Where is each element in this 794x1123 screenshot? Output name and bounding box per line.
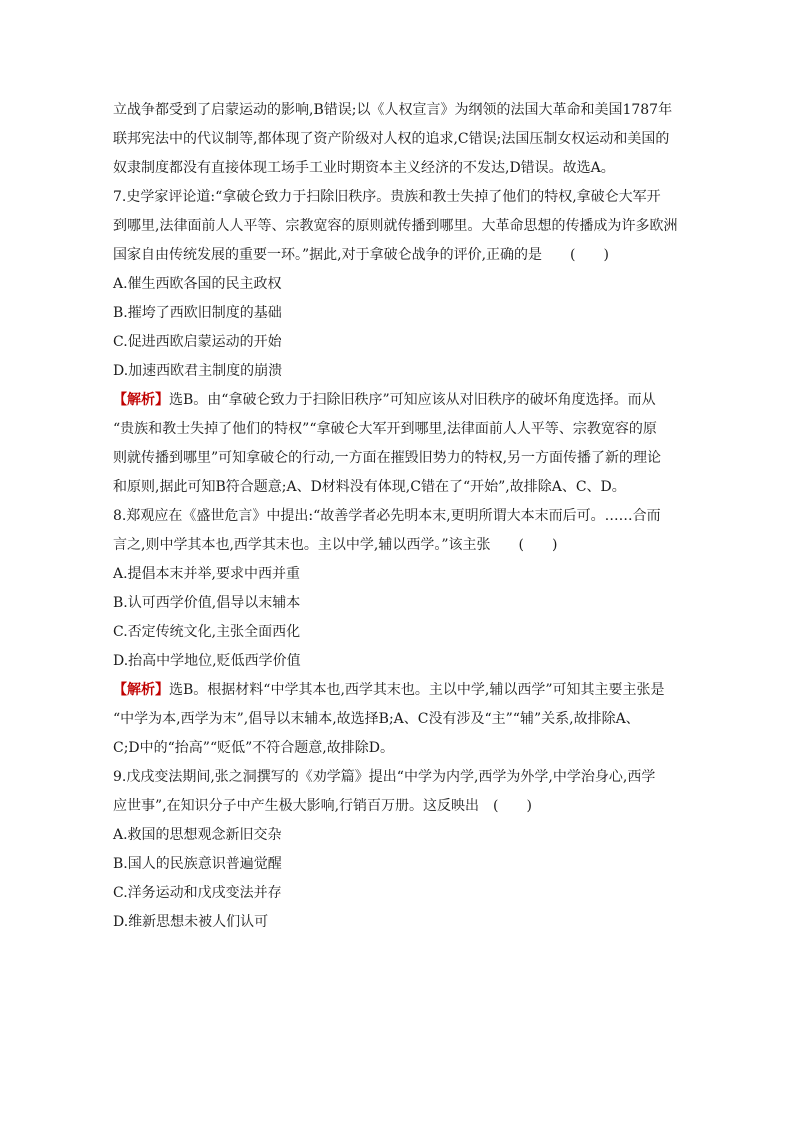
analysis-tag: 【解析】 bbox=[113, 392, 169, 408]
question-stem-line: 到哪里,法律面前人人平等、宗教宽容的原则就传播到哪里。大革命思想的传播成为许多欧洲 bbox=[113, 218, 678, 234]
option-b: B.摧垮了西欧旧制度的基础 bbox=[113, 305, 282, 321]
option-d: D.维新思想未被人们认可 bbox=[113, 914, 269, 930]
option-a: A.提倡本末并举,要求中西并重 bbox=[113, 566, 301, 582]
analysis-block bbox=[113, 676, 685, 763]
option-b: B.国人的民族意识普遍觉醒 bbox=[113, 856, 282, 872]
analysis-line: “贵族和教士失掉了他们的特权”“拿破仑大军开到哪里,法律面前人人平等、宗教宽容的原 bbox=[113, 421, 657, 437]
option-d: D.加速西欧君主制度的崩溃 bbox=[113, 363, 283, 379]
analysis-line: “中学为本,西学为末”,倡导以末辅本,故选择B;A、C没有涉及“主”“辅”关系,故排除A、 bbox=[113, 711, 640, 727]
option-a: A.催生西欧各国的民主政权 bbox=[113, 276, 282, 292]
analysis-line: 则就传播到哪里”可知拿破仑的行动,一方面在摧毁旧势力的特权,另一方面传播了新的理论 bbox=[113, 450, 662, 466]
question-stem-line: 9.戊戌变法期间,张之洞撰写的《劝学篇》提出“中学为内学,西学为外学,中学治身心,西学 bbox=[113, 769, 656, 785]
question-stem-line: 应世事”,在知识分子中产生极大影响,行销百万册。这反映出 ( ) bbox=[113, 798, 532, 814]
previous-analysis-continuation bbox=[113, 96, 685, 183]
option-b: B.认可西学价值,倡导以末辅本 bbox=[113, 595, 301, 611]
analysis-line bbox=[113, 676, 685, 705]
analysis-line: C;D中的“抬高”“贬低”不符合题意,故排除D。 bbox=[113, 740, 394, 756]
option-c: C.否定传统文化,主张全面西化 bbox=[113, 624, 301, 640]
analysis-line: 和原则,据此可知B符合题意;A、D材料没有体现,C错在了“开始”,故排除A、C、D。 bbox=[113, 479, 626, 495]
analysis-text: 选B。根据材料“中学其本也,西学其末也。主以中学,辅以西学”可知其主要主张是 bbox=[169, 682, 665, 698]
option-d: D.抬高中学地位,贬低西学价值 bbox=[113, 653, 301, 669]
question-7 bbox=[113, 183, 685, 502]
analysis-tag: 【解析】 bbox=[113, 682, 169, 698]
question-8 bbox=[113, 502, 685, 763]
question-stem-line: 国家自由传统发展的重要一环。”据此,对于拿破仑战争的评价,正确的是 ( ) bbox=[113, 247, 609, 263]
text-line: 奴隶制度都没有直接体现工场手工业时期资本主义经济的不发达,D错误。故选A。 bbox=[113, 160, 615, 176]
document-page bbox=[113, 96, 685, 937]
option-a: A.救国的思想观念新旧交杂 bbox=[113, 827, 282, 843]
question-stem-line: 7.史学家评论道:“拿破仑致力于扫除旧秩序。贵族和教士失掉了他们的特权,拿破仑大军开 bbox=[113, 189, 661, 205]
text-line: 联邦宪法中的代议制等,都体现了资产阶级对人权的追求,C错误;法国压制女权运动和美国的 bbox=[113, 131, 670, 147]
question-stem-line: 言之,则中学其本也,西学其末也。主以中学,辅以西学。”该主张 ( ) bbox=[113, 537, 558, 553]
option-c: C.洋务运动和戊戌变法并存 bbox=[113, 885, 282, 901]
analysis-line bbox=[113, 386, 685, 415]
question-stem-line: 8.郑观应在《盛世危言》中提出:“故善学者必先明本末,更明所谓大本末而后可。……合而 bbox=[113, 508, 661, 524]
analysis-block bbox=[113, 386, 685, 502]
text-line: 立战争都受到了启蒙运动的影响,B错误;以《人权宣言》为纲领的法国大革命和美国1787年 bbox=[113, 102, 673, 118]
question-9 bbox=[113, 763, 685, 937]
analysis-text: 选B。由“拿破仑致力于扫除旧秩序”可知应该从对旧秩序的破坏角度选择。而从 bbox=[169, 392, 656, 408]
option-c: C.促进西欧启蒙运动的开始 bbox=[113, 334, 282, 350]
